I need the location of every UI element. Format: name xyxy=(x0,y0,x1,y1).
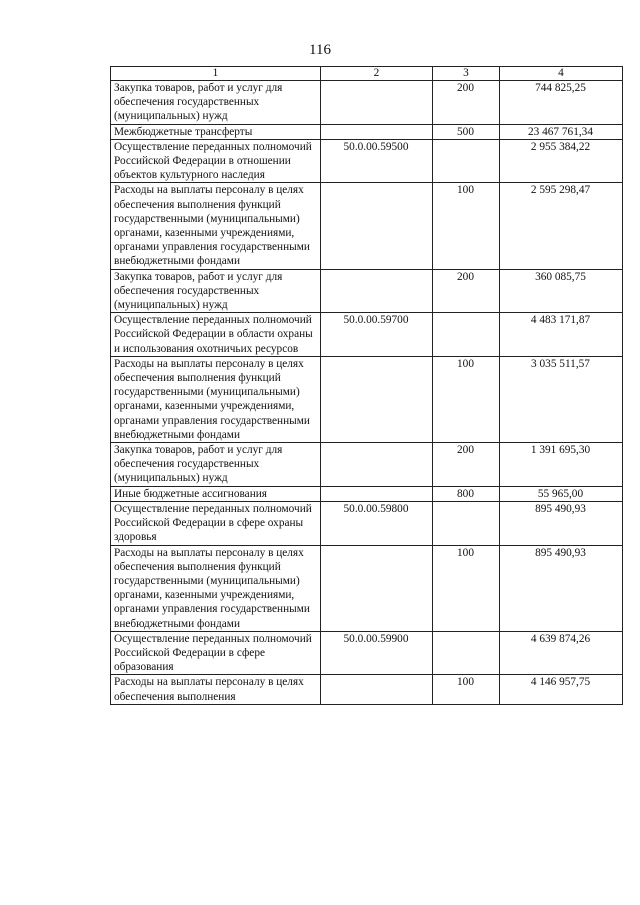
target-code-cell xyxy=(321,486,433,501)
table-row xyxy=(111,269,623,313)
amount-cell: 895 490,93 xyxy=(500,545,623,631)
table-header-row xyxy=(111,67,623,81)
target-code-cell xyxy=(321,545,433,631)
column-header-3: 3 xyxy=(433,67,500,81)
amount-cell: 4 483 171,87 xyxy=(500,313,623,357)
table-row xyxy=(111,124,623,139)
expense-type-cell: 200 xyxy=(433,269,500,313)
expense-name-cell: Закупка товаров, работ и услуг для обеспечения государственных (муниципальных) нужд xyxy=(111,81,321,125)
expense-type-cell xyxy=(433,631,500,675)
table-row xyxy=(111,139,623,183)
expense-name-cell: Расходы на выплаты персоналу в целях обеспечения выполнения xyxy=(111,675,321,704)
amount-cell: 895 490,93 xyxy=(500,501,623,545)
expense-type-cell xyxy=(433,139,500,183)
amount-cell: 1 391 695,30 xyxy=(500,443,623,487)
expense-type-cell: 500 xyxy=(433,124,500,139)
target-code-cell: 50.0.00.59500 xyxy=(321,139,433,183)
budget-table xyxy=(110,66,623,705)
amount-cell: 744 825,25 xyxy=(500,81,623,125)
expense-name-cell: Осуществление переданных полномочий Российской Федерации в области охраны и использования охотничьих ресурсов xyxy=(111,313,321,357)
target-code-cell xyxy=(321,675,433,704)
expense-name-cell: Осуществление переданных полномочий Российской Федерации в отношении объектов культурного наследия xyxy=(111,139,321,183)
expense-type-cell: 100 xyxy=(433,675,500,704)
table-row xyxy=(111,486,623,501)
target-code-cell xyxy=(321,183,433,269)
target-code-cell: 50.0.00.59700 xyxy=(321,313,433,357)
expense-name-cell: Закупка товаров, работ и услуг для обеспечения государственных (муниципальных) нужд xyxy=(111,443,321,487)
amount-cell: 2 955 384,22 xyxy=(500,139,623,183)
expense-name-cell: Осуществление переданных полномочий Российской Федерации в сфере охраны здоровья xyxy=(111,501,321,545)
table-row xyxy=(111,356,623,442)
column-header-4: 4 xyxy=(500,67,623,81)
table-row xyxy=(111,81,623,125)
amount-cell: 4 146 957,75 xyxy=(500,675,623,704)
expense-type-cell xyxy=(433,501,500,545)
table-row xyxy=(111,631,623,675)
expense-type-cell: 100 xyxy=(433,356,500,442)
target-code-cell xyxy=(321,124,433,139)
amount-cell: 360 085,75 xyxy=(500,269,623,313)
target-code-cell xyxy=(321,269,433,313)
amount-cell: 4 639 874,26 xyxy=(500,631,623,675)
expense-name-cell: Расходы на выплаты персоналу в целях обеспечения выполнения функций государственными (муниципальными) органами, казенными учреждениями, органами управления государственными внебюджетными фондами xyxy=(111,356,321,442)
amount-cell: 55 965,00 xyxy=(500,486,623,501)
expense-name-cell: Осуществление переданных полномочий Российской Федерации в сфере образования xyxy=(111,631,321,675)
amount-cell: 23 467 761,34 xyxy=(500,124,623,139)
target-code-cell xyxy=(321,443,433,487)
expense-type-cell: 100 xyxy=(433,545,500,631)
expense-name-cell: Расходы на выплаты персоналу в целях обеспечения выполнения функций государственными (муниципальными) органами, казенными учреждениями, органами управления государственными внебюджетными фондами xyxy=(111,545,321,631)
expense-type-cell: 800 xyxy=(433,486,500,501)
table-row xyxy=(111,313,623,357)
target-code-cell: 50.0.00.59900 xyxy=(321,631,433,675)
table-row xyxy=(111,501,623,545)
table-row xyxy=(111,443,623,487)
amount-cell: 2 595 298,47 xyxy=(500,183,623,269)
target-code-cell xyxy=(321,356,433,442)
table-row xyxy=(111,183,623,269)
expense-name-cell: Расходы на выплаты персоналу в целях обеспечения выполнения функций государственными (муниципальными) органами, казенными учреждениями, органами управления государственными внебюджетными фондами xyxy=(111,183,321,269)
table-row xyxy=(111,675,623,704)
expense-name-cell: Межбюджетные трансферты xyxy=(111,124,321,139)
target-code-cell: 50.0.00.59800 xyxy=(321,501,433,545)
table-row xyxy=(111,545,623,631)
column-header-1: 1 xyxy=(111,67,321,81)
page-number: 116 xyxy=(309,42,331,58)
amount-cell: 3 035 511,57 xyxy=(500,356,623,442)
expense-type-cell xyxy=(433,313,500,357)
expense-type-cell: 200 xyxy=(433,443,500,487)
expense-name-cell: Закупка товаров, работ и услуг для обеспечения государственных (муниципальных) нужд xyxy=(111,269,321,313)
target-code-cell xyxy=(321,81,433,125)
expense-type-cell: 200 xyxy=(433,81,500,125)
column-header-2: 2 xyxy=(321,67,433,81)
expense-type-cell: 100 xyxy=(433,183,500,269)
expense-name-cell: Иные бюджетные ассигнования xyxy=(111,486,321,501)
